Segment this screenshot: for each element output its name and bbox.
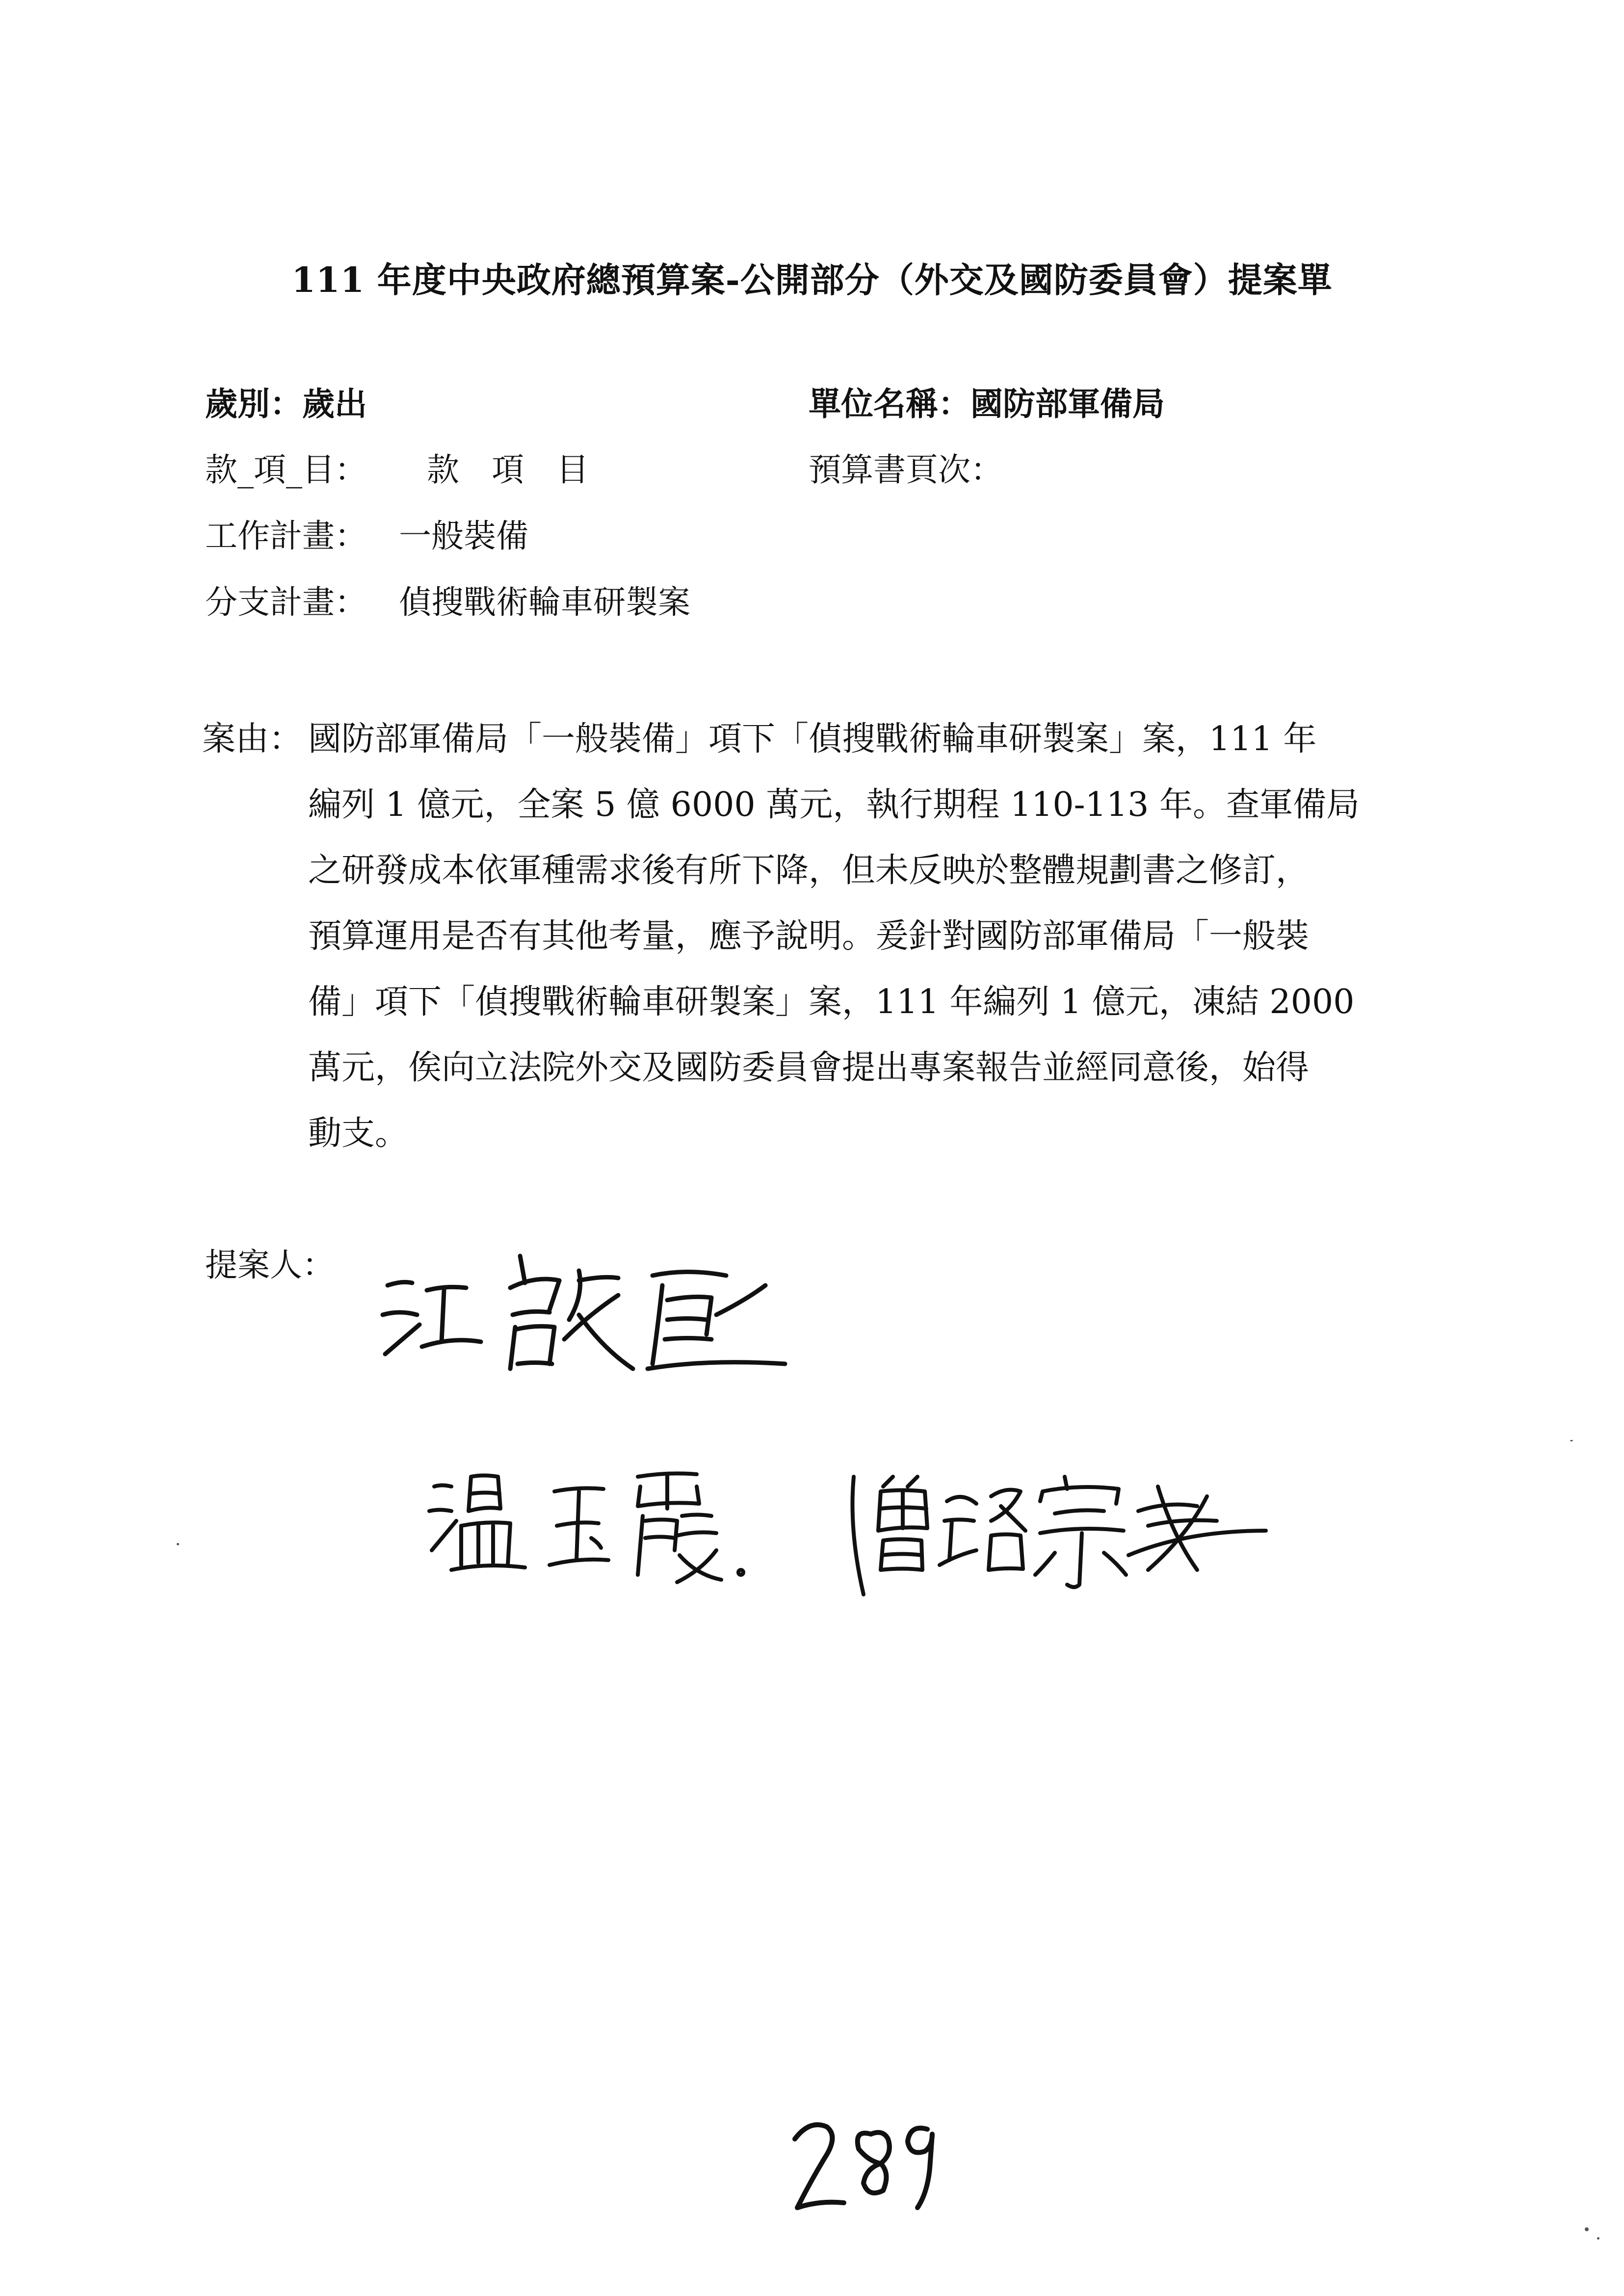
case-line: 動支。 [308, 1114, 409, 1153]
case-label: 案由： [202, 720, 303, 758]
budget-page-field [809, 451, 1003, 489]
category-field [205, 385, 367, 423]
budget-page-label: 預算書頁次： [809, 451, 1003, 489]
signature-1 [373, 1241, 814, 1388]
handwritten-page-number [785, 2110, 952, 2218]
plan-field [205, 517, 528, 555]
unit-label: 單位名稱： [809, 385, 970, 423]
plan-value: 一般裝備 [399, 517, 528, 555]
document-title: 111 年度中央政府總預算案-公開部分（外交及國防委員會）提案單 [291, 260, 1333, 300]
case-body [308, 706, 1471, 1167]
case-line: 編列 1 億元，全案 5 億 6000 萬元，執行期程 110-113 年。查軍備局 [308, 785, 1360, 824]
category-value: 歲出 [302, 385, 367, 423]
case-line: 萬元，俟向立法院外交及國防委員會提出專案報告並經同意後，始得 [308, 1048, 1310, 1087]
case-line: 備」項下「偵搜戰術輪車研製案」案，111 年編列 1 億元，凍結 2000 [308, 983, 1355, 1021]
item-value: 款 項 目 [427, 451, 589, 489]
proposer-label: 提案人： [205, 1246, 335, 1284]
case-line: 預算運用是否有其他考量，應予說明。爰針對國防部軍備局「一般裝 [308, 917, 1310, 956]
scan-speck [1570, 1440, 1573, 1441]
unit-field [809, 385, 1165, 423]
signature-3 [834, 1457, 1276, 1604]
scan-speck [1585, 2227, 1589, 2231]
item-label: 款_項_目： [205, 451, 367, 489]
subplan-value: 偵搜戰術輪車研製案 [399, 583, 690, 621]
plan-label: 工作計畫： [205, 517, 367, 555]
scan-speck [177, 1543, 179, 1545]
case-line: 之研發成本依軍種需求後有所下降，但未反映於整體規劃書之修訂， [308, 851, 1310, 890]
subplan-field [205, 583, 690, 621]
item-field [205, 451, 589, 489]
case-line: 國防部軍備局「一般裝備」項下「偵搜戰術輪車研製案」案，111 年 [308, 720, 1317, 758]
unit-value: 國防部軍備局 [970, 385, 1165, 423]
subplan-label: 分支計畫： [205, 583, 367, 621]
category-label: 歲別： [205, 385, 302, 423]
scan-speck [1597, 2237, 1599, 2240]
signature-2 [422, 1452, 824, 1599]
